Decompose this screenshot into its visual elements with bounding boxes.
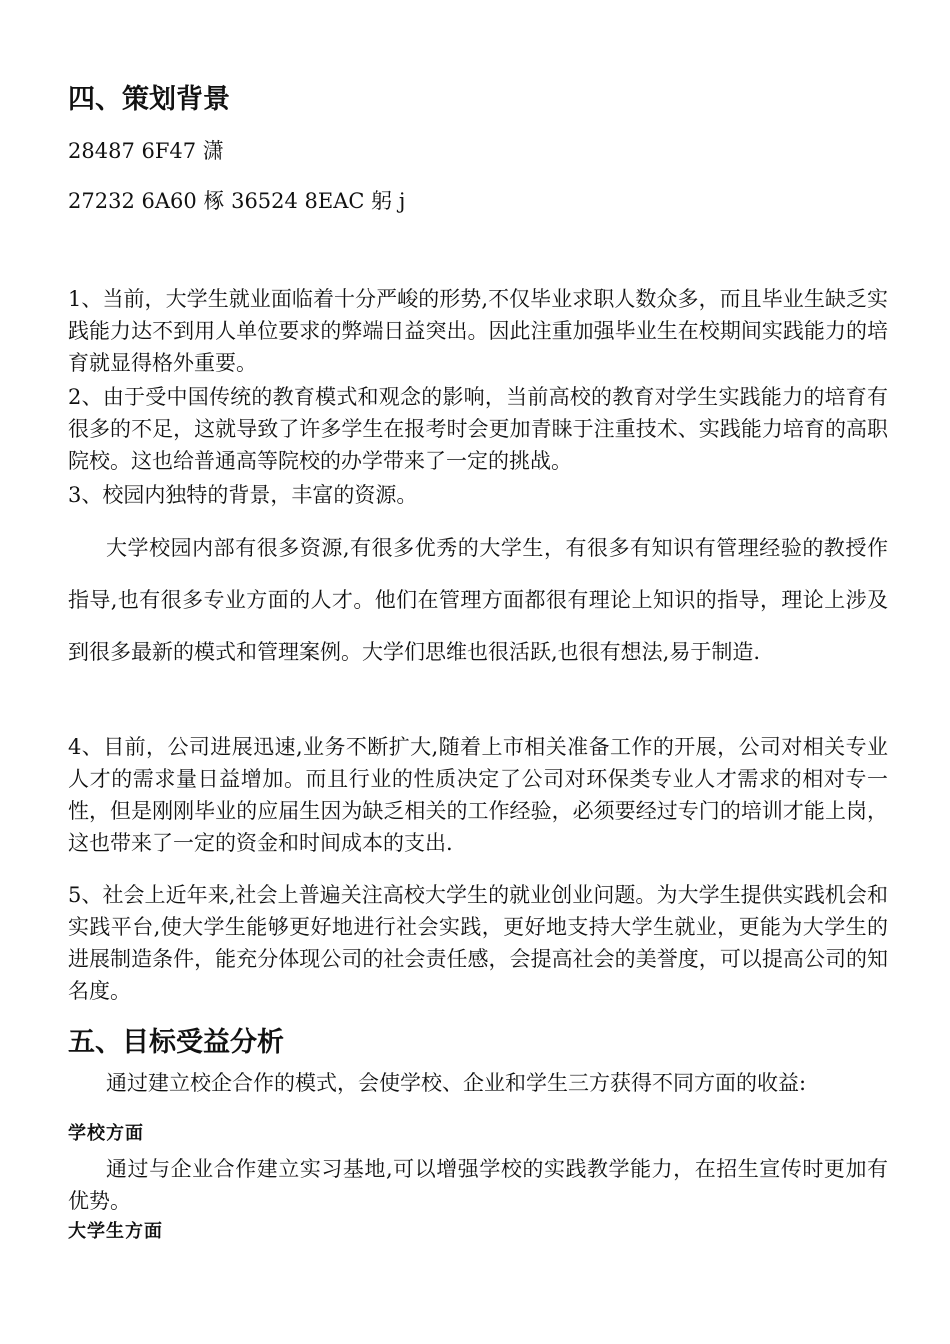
paragraph-5: 5、社会上近年来,社会上普遍关注高校大学生的就业创业问题。为大学生提供实践机会和实践平台,使大学生能够更好地进行社会实践，更好地支持大学生就业，更能为大学生的进展制造条件，能充分体现公司的社会责任感，会提高社会的美誉度，可以提高公司的知名度。 <box>68 883 888 1003</box>
student-heading: 大学生方面 <box>68 1221 163 1242</box>
section-5-intro: 通过建立校企合作的模式，会使学校、企业和学生三方获得不同方面的收益: <box>106 1071 807 1095</box>
paragraph-2: 2、由于受中国传统的教育模式和观念的影响，当前高校的教育对学生实践能力的培育有很多的不足，这就导致了许多学生在报考时会更加青睐于注重技术、实践能力培育的高职院校。这也给普通高等院校的办学带来了一定的挑战。 <box>68 385 888 473</box>
school-text: 通过与企业合作建立实习基地,可以增强学校的实践教学能力，在招生宣传时更加有优势。 <box>68 1157 888 1213</box>
code-line-2: 27232 6A60 椓 36524 8EAC 躬 j <box>68 189 406 213</box>
code-line-1: 28487 6F47 潇 <box>68 139 224 163</box>
paragraph-3-heading: 3、校园内独特的背景，丰富的资源。 <box>68 483 418 507</box>
paragraph-3-body: 大学校园内部有很多资源,有很多优秀的大学生，有很多有知识有管理经验的教授作指导,也有很多专业方面的人才。他们在管理方面都很有理论上知识的指导，理论上涉及到很多最新的模式和管理案例。大学们思维也很活跃,也很有想法,易于制造. <box>68 536 888 664</box>
school-heading: 学校方面 <box>68 1123 144 1144</box>
paragraph-1: 1、当前，大学生就业面临着十分严峻的形势,不仅毕业求职人数众多，而且毕业生缺乏实践能力达不到用人单位要求的弊端日益突出。因此注重加强毕业生在校期间实践能力的培育就显得格外重要。 <box>68 287 888 375</box>
section-4-title: 四、策划背景 <box>68 84 230 115</box>
section-5-title: 五、目标受益分析 <box>68 1027 284 1058</box>
paragraph-4: 4、目前，公司进展迅速,业务不断扩大,随着上市相关准备工作的开展，公司对相关专业人才的需求量日益增加。而且行业的性质决定了公司对环保类专业人才需求的相对专一性，但是刚刚毕业的应届生因为缺乏相关的工作经验，必须要经过专门的培训才能上岗，这也带来了一定的资金和时间成本的支出. <box>68 735 888 855</box>
